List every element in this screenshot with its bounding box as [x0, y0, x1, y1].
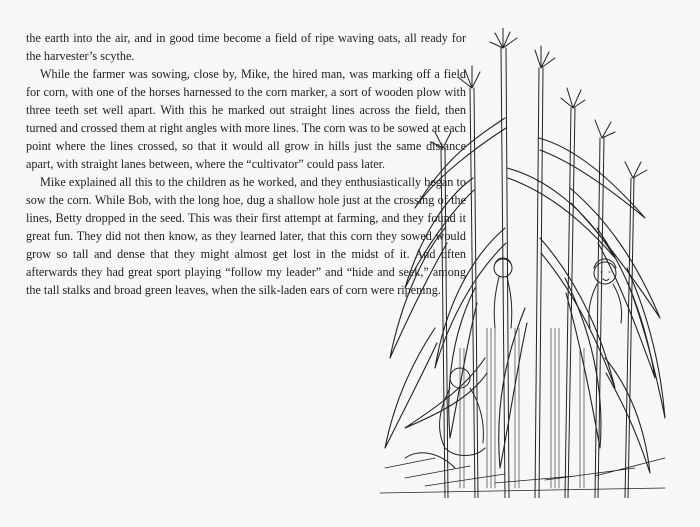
paragraph-continuation: the earth into the air, and in good time become a field of ripe waving oats, all ready for the harvester’s scythe. — [26, 31, 466, 63]
background-stalks — [441, 48, 634, 498]
corn-leaves — [385, 118, 665, 473]
paragraph-corn-marker: While the farmer was sowing, close by, Mike, the hired man, was marking off a field for corn, with one of the horses harnessed to the corn marker, a sort of wooden plow with three teeth set well apart. With this he marked out straight lines across the field, then turned and crossed them at right angles with more lines. The corn was to be sowed at each point where the lines crossed, so that it would all grow in hills just the same distance apart, with straight lanes between, where the “cultivator” could pass later. — [26, 67, 466, 171]
ground-hatching — [380, 458, 665, 493]
paragraph-sowing-corn: Mike explained all this to the children as he worked, and they enthusiastically began to sow the corn. While Bob, with the long hoe, dug a shallow hole just at the crossing of the lines, Betty dropped in the seed. This was their first attempt at farming, and they found it great fun. They did not then know, as they learned later, that this corn they sowed would grow so tall and dense that they might almost get lost in the midst of it. And often afterwards they had great sport playing “follow my leader” and “hide and seek,” among the tall stalks and broad green leaves, when the silk-laden ears of corn were ripening. — [26, 175, 466, 297]
cornfield-illustration — [375, 28, 675, 498]
child-figure-right — [589, 259, 622, 328]
